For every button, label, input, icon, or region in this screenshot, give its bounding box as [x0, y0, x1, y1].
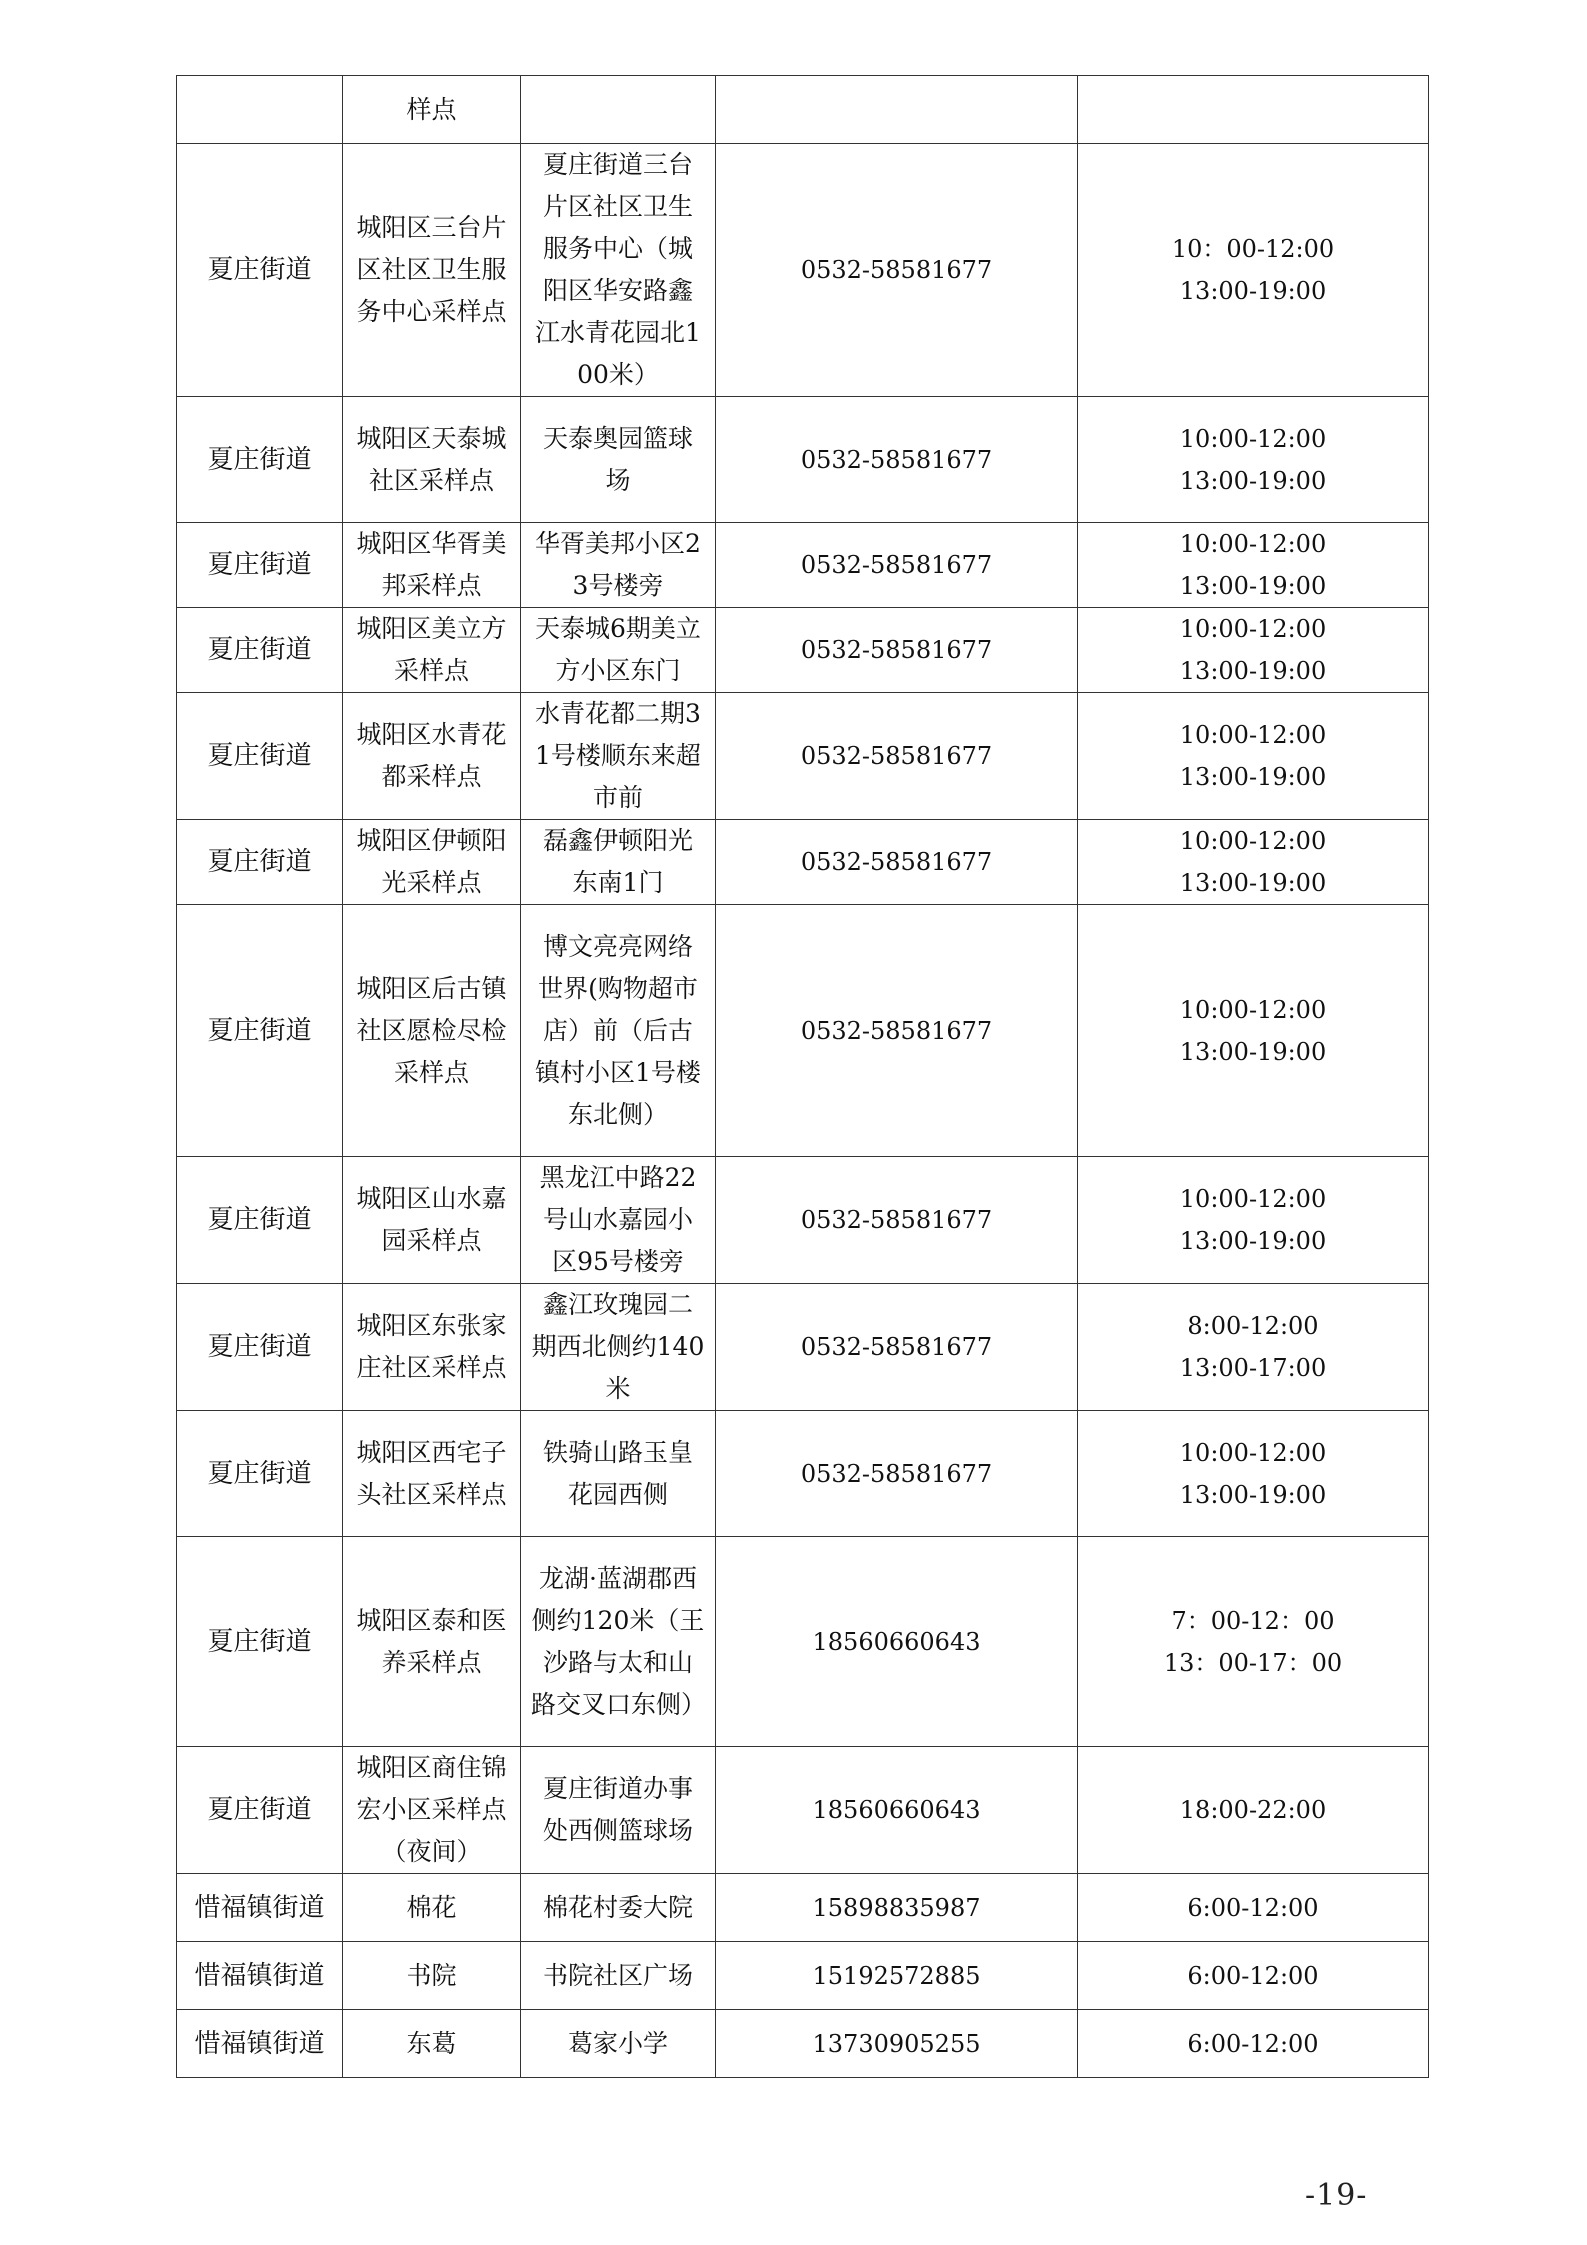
address-cell: 夏庄街道三台片区社区卫生服务中心（城阳区华安路鑫江水青花园北100米） — [521, 144, 716, 397]
hours-cell — [1078, 1537, 1429, 1747]
hours-cell — [1078, 76, 1429, 144]
table-row — [177, 693, 1429, 820]
table-row — [177, 76, 1429, 144]
site-name-cell: 城阳区三台片区社区卫生服务中心采样点 — [343, 144, 521, 397]
table-row — [177, 523, 1429, 608]
street-cell: 夏庄街道 — [177, 523, 343, 608]
hours-line: 8:00-12:00 — [1187, 1312, 1319, 1340]
street-cell: 夏庄街道 — [177, 820, 343, 905]
hours-cell — [1078, 523, 1429, 608]
testing-sites-table — [176, 75, 1429, 2078]
hours-line: 13：00-17：00 — [1163, 1648, 1343, 1677]
hours-line: 13:00-19:00 — [1179, 763, 1327, 791]
hours-line: 13:00-19:00 — [1179, 657, 1327, 685]
address-cell — [521, 76, 716, 144]
table-row — [177, 1284, 1429, 1411]
site-name-cell: 城阳区伊顿阳光采样点 — [343, 820, 521, 905]
phone-cell: 0532-58581677 — [716, 820, 1078, 905]
hours-cell — [1078, 1157, 1429, 1284]
table-row — [177, 1874, 1429, 1942]
phone-cell — [716, 76, 1078, 144]
street-cell: 夏庄街道 — [177, 1157, 343, 1284]
site-name-cell: 城阳区美立方采样点 — [343, 608, 521, 693]
hours-cell — [1078, 820, 1429, 905]
address-cell: 天泰奥园篮球场 — [521, 397, 716, 523]
table-row — [177, 397, 1429, 523]
table-row — [177, 1747, 1429, 1874]
address-cell: 铁骑山路玉皇花园西侧 — [521, 1411, 716, 1537]
address-cell: 鑫江玫瑰园二期西北侧约140米 — [521, 1284, 716, 1411]
street-cell: 夏庄街道 — [177, 1284, 343, 1411]
hours-cell — [1078, 1411, 1429, 1537]
site-name-cell: 书院 — [343, 1942, 521, 2010]
street-cell: 夏庄街道 — [177, 693, 343, 820]
site-name-cell: 城阳区东张家庄社区采样点 — [343, 1284, 521, 1411]
address-cell: 葛家小学 — [521, 2010, 716, 2078]
site-name-cell: 城阳区泰和医养采样点 — [343, 1537, 521, 1747]
street-cell: 夏庄街道 — [177, 144, 343, 397]
site-name-cell: 东葛 — [343, 2010, 521, 2078]
phone-cell: 13730905255 — [716, 2010, 1078, 2078]
phone-cell: 15192572885 — [716, 1942, 1078, 2010]
site-name-cell: 城阳区水青花都采样点 — [343, 693, 521, 820]
hours-line: 10:00-12:00 — [1179, 615, 1327, 643]
address-cell: 龙湖·蓝湖郡西侧约120米（王沙路与太和山路交叉口东侧） — [521, 1537, 716, 1747]
address-cell: 华胥美邦小区23号楼旁 — [521, 523, 716, 608]
street-cell: 夏庄街道 — [177, 1411, 343, 1537]
hours-cell — [1078, 1942, 1429, 2010]
hours-line: 13:00-19:00 — [1179, 466, 1327, 495]
hours-line: 10:00-12:00 — [1179, 827, 1327, 855]
hours-line: 10:00-12:00 — [1179, 995, 1327, 1024]
hours-line: 7：00-12：00 — [1171, 1606, 1335, 1635]
hours-line: 13:00-19:00 — [1179, 1227, 1327, 1255]
table-row — [177, 1411, 1429, 1537]
hours-cell — [1078, 608, 1429, 693]
address-cell: 书院社区广场 — [521, 1942, 716, 2010]
phone-cell: 0532-58581677 — [716, 144, 1078, 397]
site-name-cell: 城阳区商住锦宏小区采样点（夜间） — [343, 1747, 521, 1874]
street-cell: 夏庄街道 — [177, 905, 343, 1157]
phone-cell: 0532-58581677 — [716, 905, 1078, 1157]
table-row — [177, 820, 1429, 905]
street-cell: 夏庄街道 — [177, 1537, 343, 1747]
phone-cell: 0532-58581677 — [716, 1284, 1078, 1411]
hours-line: 6:00-12:00 — [1187, 1961, 1319, 1990]
address-cell: 夏庄街道办事处西侧篮球场 — [521, 1747, 716, 1874]
table-row — [177, 144, 1429, 397]
hours-line: 13:00-19:00 — [1179, 1037, 1327, 1066]
site-name-cell: 城阳区天泰城社区采样点 — [343, 397, 521, 523]
table-row — [177, 1157, 1429, 1284]
address-cell: 磊鑫伊顿阳光东南1门 — [521, 820, 716, 905]
hours-line: 10:00-12:00 — [1179, 721, 1327, 749]
phone-cell: 18560660643 — [716, 1747, 1078, 1874]
hours-cell — [1078, 2010, 1429, 2078]
phone-cell: 0532-58581677 — [716, 1157, 1078, 1284]
hours-line: 13:00-19:00 — [1179, 869, 1327, 897]
site-name-cell: 样点 — [343, 76, 521, 144]
street-cell — [177, 76, 343, 144]
site-name-cell: 城阳区后古镇社区愿检尽检采样点 — [343, 905, 521, 1157]
address-cell: 水青花都二期31号楼顺东来超市前 — [521, 693, 716, 820]
hours-cell — [1078, 693, 1429, 820]
street-cell: 惜福镇街道 — [177, 1942, 343, 2010]
address-cell: 棉花村委大院 — [521, 1874, 716, 1942]
table-row — [177, 1537, 1429, 1747]
hours-cell — [1078, 1747, 1429, 1874]
table-row — [177, 608, 1429, 693]
hours-line: 10:00-12:00 — [1179, 1185, 1327, 1213]
table-row — [177, 1942, 1429, 2010]
hours-line: 10:00-12:00 — [1179, 424, 1327, 453]
address-cell: 黑龙江中路22号山水嘉园小区95号楼旁 — [521, 1157, 716, 1284]
hours-line: 10:00-12:00 — [1179, 1438, 1327, 1467]
hours-cell — [1078, 1284, 1429, 1411]
phone-cell: 0532-58581677 — [716, 397, 1078, 523]
hours-line: 6:00-12:00 — [1187, 1893, 1319, 1922]
address-cell: 博文亮亮网络世界(购物超市店）前（后古镇村小区1号楼东北侧） — [521, 905, 716, 1157]
hours-line: 18:00-22:00 — [1179, 1796, 1327, 1824]
phone-cell: 18560660643 — [716, 1537, 1078, 1747]
phone-cell: 15898835987 — [716, 1874, 1078, 1942]
site-name-cell: 城阳区山水嘉园采样点 — [343, 1157, 521, 1284]
address-cell: 天泰城6期美立方小区东门 — [521, 608, 716, 693]
hours-cell — [1078, 905, 1429, 1157]
street-cell: 夏庄街道 — [177, 1747, 343, 1874]
street-cell: 夏庄街道 — [177, 397, 343, 523]
hours-cell — [1078, 397, 1429, 523]
hours-line: 13:00-17:00 — [1179, 1354, 1327, 1382]
hours-line: 10:00-12:00 — [1179, 530, 1327, 558]
hours-cell — [1078, 144, 1429, 397]
hours-cell — [1078, 1874, 1429, 1942]
site-name-cell: 棉花 — [343, 1874, 521, 1942]
phone-cell: 0532-58581677 — [716, 1411, 1078, 1537]
street-cell: 惜福镇街道 — [177, 2010, 343, 2078]
table-row — [177, 2010, 1429, 2078]
phone-cell: 0532-58581677 — [716, 693, 1078, 820]
hours-line: 13:00-19:00 — [1179, 1480, 1327, 1509]
page-number: -19- — [1305, 2178, 1368, 2213]
hours-line: 13:00-19:00 — [1179, 572, 1327, 600]
hours-line: 10：00-12:00 — [1171, 235, 1335, 263]
site-name-cell: 城阳区华胥美邦采样点 — [343, 523, 521, 608]
phone-cell: 0532-58581677 — [716, 608, 1078, 693]
street-cell: 夏庄街道 — [177, 608, 343, 693]
street-cell: 惜福镇街道 — [177, 1874, 343, 1942]
table-row — [177, 905, 1429, 1157]
hours-line: 13:00-19:00 — [1179, 277, 1327, 305]
hours-line: 6:00-12:00 — [1187, 2029, 1319, 2058]
table-body — [177, 76, 1429, 2078]
phone-cell: 0532-58581677 — [716, 523, 1078, 608]
site-name-cell: 城阳区西宅子头社区采样点 — [343, 1411, 521, 1537]
